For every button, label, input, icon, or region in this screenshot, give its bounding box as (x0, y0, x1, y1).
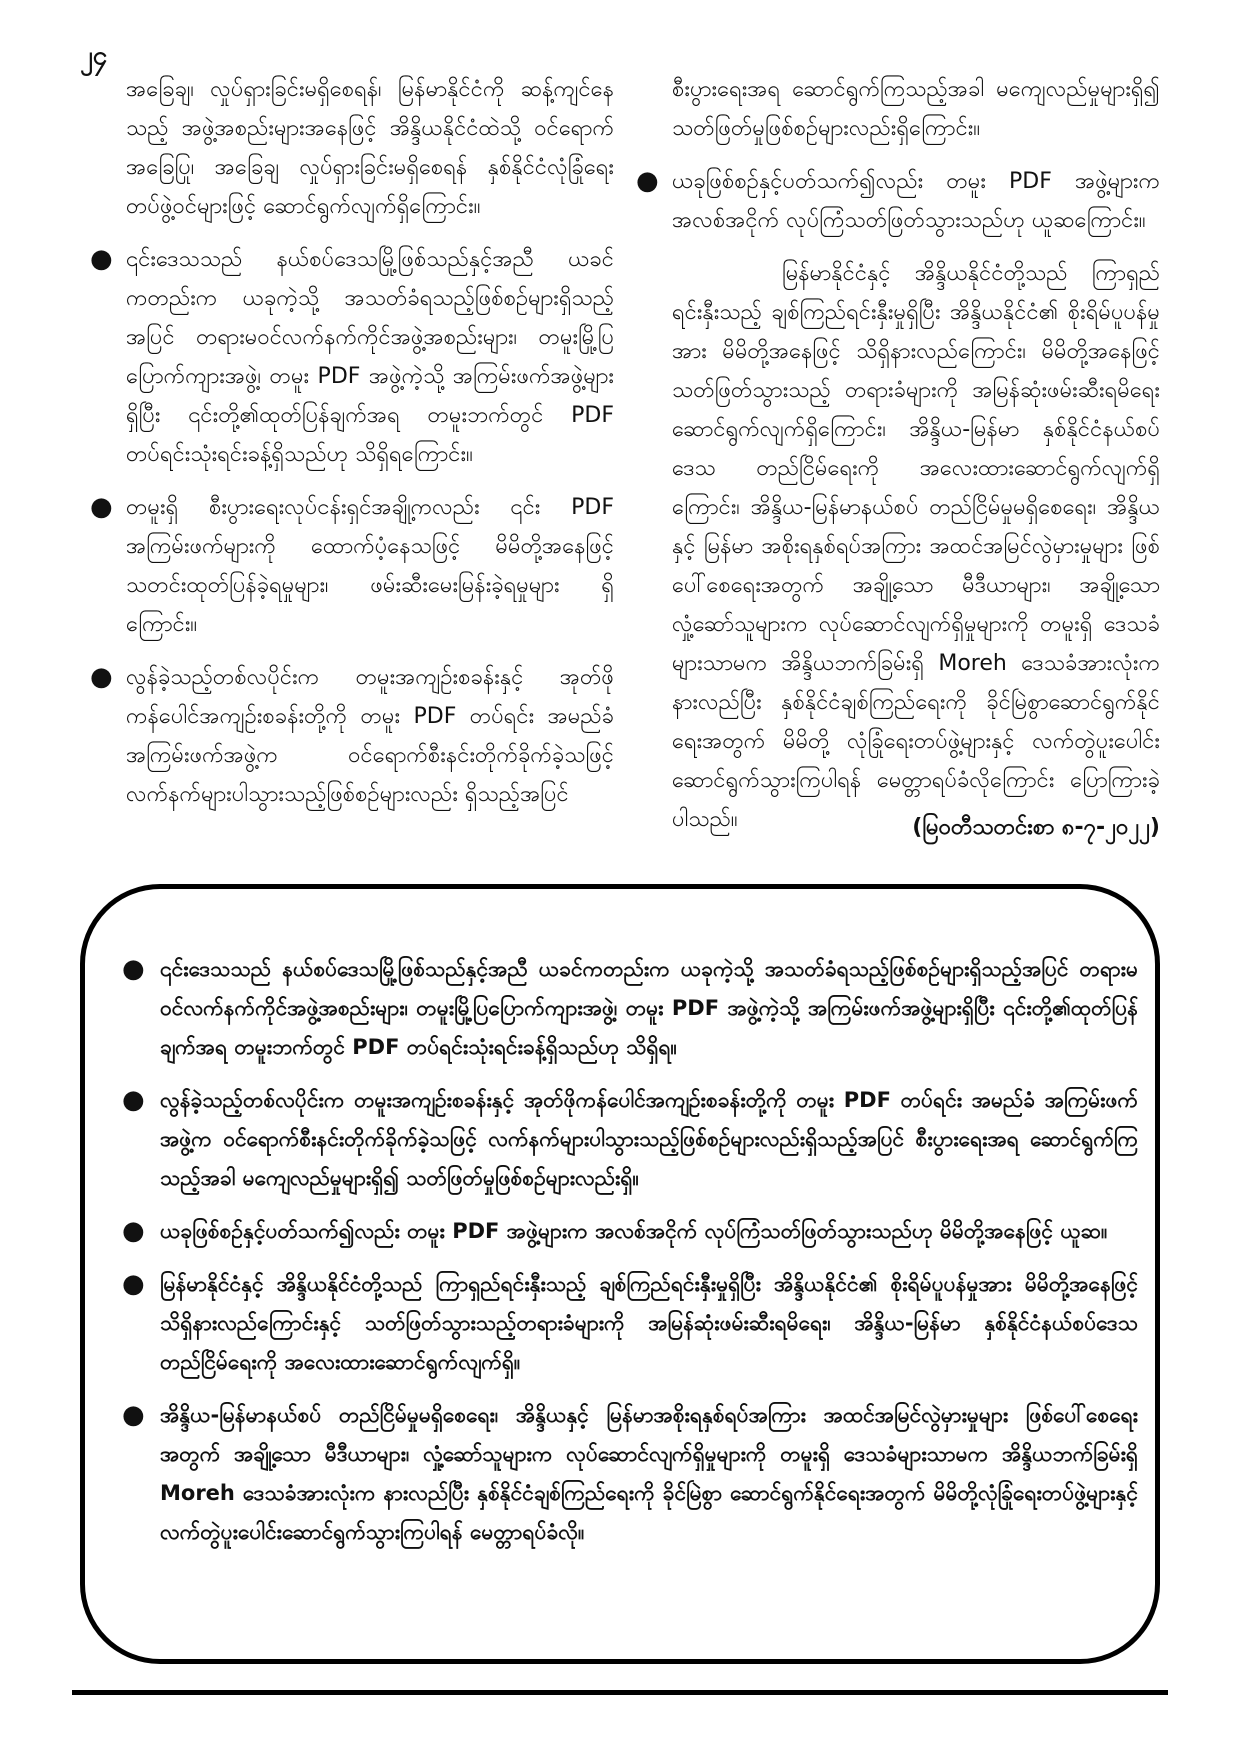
summary-list (118, 950, 1138, 1566)
summary-item (118, 1212, 1138, 1251)
list-item-text: တမူးရှိ စီးပွားရေးလုပ်ငန်းရှင်အချို့ကလည်း ၎င်း PDF အကြမ်းဖက်များကို ထောက်ပံ့နေသဖြင့် မိမိတို့အနေဖြင့် သတင်းထုတ်ပြန်ခဲ့ရမှုများ၊ ဖမ်းဆီးမေးမြန်းခဲ့ရမှုများ ရှိကြောင်း။ (126, 495, 614, 637)
bullet-icon: ● (636, 166, 659, 196)
list-item (630, 162, 1160, 240)
page-number: ၂၄ (80, 41, 108, 71)
source-citation: (မြဝတီသတင်းစာ ၈-၇-၂၀၂၂) (912, 815, 1160, 840)
summary-item-text: အိန္ဒိယ-မြန်မာနယ်စပ် တည်ငြိမ်မှုမရှိစေရေး၊ အိန္ဒိယနှင့် မြန်မာအစိုးရနှစ်ရပ်အကြား အထင်အမြင်လွဲမှားမှုများ ဖြစ်ပေါ်စေရေးအတွက် အချို့သော မီဒီယာများ၊ လှုံ့ဆော်သူများက လုပ်ဆောင်လျက်ရှိမှုများကို တမူးရှိ ဒေသခံများသာမက အိန္ဒိယဘက်ခြမ်းရှိ Moreh ဒေသခံအားလုံးက နားလည်ပြီး နှစ်နိုင်ငံချစ်ကြည်ရေးကို ခိုင်မြဲစွာ ဆောင်ရွက်နိုင်ရေးအတွက် မိမိတို့လုံခြုံရေးတပ်ဖွဲ့များနှင့် လက်တွဲပူးပေါင်းဆောင်ရွက်သွားကြပါရန် မေတ္တာရပ်ခံလို။ (160, 1403, 1138, 1544)
summary-item-text: ယခုဖြစ်စဉ်နှင့်ပတ်သက်၍လည်း တမူး PDF အဖွဲ့များက အလစ်အငိုက် လုပ်ကြံသတ်ဖြတ်သွားသည်ဟု မိမိတို့အနေဖြင့် ယူဆ။ (160, 1219, 1108, 1243)
list-item (84, 488, 614, 644)
bottom-rule (72, 1690, 1168, 1695)
list-item-text: ၎င်းဒေသသည် နယ်စပ်ဒေသမြို့ဖြစ်သည်နှင့်အညီ ယခင်ကတည်းက ယခုကဲ့သို့ အသတ်ခံရသည့်ဖြစ်စဉ်များရှိသည့်အပြင် တရားမဝင်လက်နက်ကိုင်အဖွဲ့အစည်းများ၊ တမူးမြို့ပြပြောက်ကျားအဖွဲ့၊ တမူး PDF အဖွဲ့ကဲ့သို့ အကြမ်းဖက်အဖွဲ့များရှိပြီး ၎င်းတို့၏ထုတ်ပြန်ချက်အရ တမူးဘက်တွင် PDF တပ်ရင်းသုံးရင်းခန့်ရှိသည်ဟု သိရှိရကြောင်း။ (126, 247, 614, 467)
bullet-icon: ● (90, 244, 113, 274)
summary-item-text: လွန်ခဲ့သည့်တစ်လပိုင်းက တမူးအကျဉ်းစခန်းနှင့် အုတ်ဖိုကန်ပေါင်အကျဉ်းစခန်းတို့ကို တမူး PDF တပ်ရင်း အမည်ခံ အကြမ်းဖက်အဖွဲ့က ဝင်ရောက်စီးနင်းတိုက်ခိုက်ခဲ့သဖြင့် လက်နက်များပါသွားသည့်ဖြစ်စဉ်များလည်းရှိသည့်အပြင် စီးပွားရေးအရ ဆောင်ရွက်ကြသည့်အခါ မကျေလည်မှုများရှိ၍ သတ်ဖြတ်မှုဖြစ်စဉ်များလည်းရှိ။ (160, 1088, 1138, 1190)
list-item-text: လွန်ခဲ့သည့်တစ်လပိုင်းက တမူးအကျဉ်းစခန်းနှင့် အုတ်ဖိုကန်ပေါင်အကျဉ်းစခန်းတို့ကို တမူး PDF တပ်ရင်း အမည်ခံ အကြမ်းဖက်အဖွဲ့က ဝင်ရောက်စီးနင်းတိုက်ခိုက်ခဲ့သဖြင့် လက်နက်များပါသွားသည့်ဖြစ်စဉ်များလည်း ရှိသည့်အပြင် (126, 665, 614, 807)
bullet-icon: ● (122, 1400, 145, 1430)
closing-paragraph: မြန်မာနိုင်ငံနှင့် အိန္ဒိယနိုင်ငံတို့သည် ကြာရှည်ရင်းနှီးသည့် ချစ်ကြည်ရင်းနှီးမှုရှိပြီး အိန္ဒိယနိုင်ငံ၏ စိုးရိမ်ပူပန်မှုအား မိမိတို့အနေဖြင့် သိရှိနားလည်ကြောင်း၊ မိမိတို့အနေဖြင့် သတ်ဖြတ်သွားသည့် တရားခံများကို အမြန်ဆုံးဖမ်းဆီးရမိရေး ဆောင်ရွက်လျက်ရှိကြောင်း၊ အိန္ဒိယ-မြန်မာ နှစ်နိုင်ငံနယ်စပ်ဒေသ တည်ငြိမ်ရေးကို အလေးထားဆောင်ရွက်လျက်ရှိကြောင်း၊ အိန္ဒိယ-မြန်မာနယ်စပ် တည်ငြိမ်မှုမရှိစေရေး၊ အိန္ဒိယနှင့် မြန်မာ အစိုးရနှစ်ရပ်အကြား အထင်အမြင်လွဲမှားမှုများ ဖြစ်ပေါ်စေရေးအတွက် အချို့သော မီဒီယာများ၊ အချို့သော လှုံ့ဆော်သူများက လုပ်ဆောင်လျက်ရှိမှုများကို တမူးရှိ ဒေသခံများသာမက အိန္ဒိယဘက်ခြမ်းရှိ Moreh ဒေသခံအားလုံးက နားလည်ပြီး နှစ်နိုင်ငံချစ်ကြည်ရေးကို ခိုင်မြဲစွာဆောင်ရွက်နိုင်ရေးအတွက် မိမိတို့ လုံခြုံရေးတပ်ဖွဲ့များနှင့် လက်တွဲပူးပေါင်းဆောင်ရွက်သွားကြပါရန် မေတ္တာရပ်ခံလိုကြောင်း ပြောကြားခဲ့ပါသည်။ (672, 261, 1160, 832)
continuation-paragraph: စီးပွားရေးအရ ဆောင်ရွက်ကြသည့်အခါ မကျေလည်မှုများရှိ၍ သတ်ဖြတ်မှုဖြစ်စဉ်များလည်းရှိကြောင်း။ (672, 77, 1160, 141)
bullet-icon: ● (122, 1085, 145, 1115)
summary-item-text: မြန်မာနိုင်ငံနှင့် အိန္ဒိယနိုင်ငံတို့သည် ကြာရှည်ရင်းနှီးသည့် ချစ်ကြည်ရင်းနှီးမှုရှိပြီး အိန္ဒိယနိုင်ငံ၏ စိုးရိမ်ပူပန်မှုအား မိမိတို့အနေဖြင့် သိရှိနားလည်ကြောင်းနှင့် သတ်ဖြတ်သွားသည့်တရားခံများကို အမြန်ဆုံးဖမ်းဆီးရမိရေး၊ အိန္ဒိယ-မြန်မာ နှစ်နိုင်ငံနယ်စပ်ဒေသတည်ငြိမ်ရေးကို အလေးထားဆောင်ရွက်လျက်ရှိ။ (160, 1272, 1138, 1374)
summary-item (118, 1265, 1138, 1382)
right-column (630, 70, 1160, 853)
bullet-icon: ● (122, 954, 145, 984)
list-item-text: ယခုဖြစ်စဉ်နှင့်ပတ်သက်၍လည်း တမူး PDF အဖွဲ့များက အလစ်အငိုက် လုပ်ကြံသတ်ဖြတ်သွားသည်ဟု ယူဆကြောင်း။ (672, 169, 1160, 233)
list-item (84, 240, 614, 474)
summary-item-text: ၎င်းဒေသသည် နယ်စပ်ဒေသမြို့ဖြစ်သည်နှင့်အညီ ယခင်ကတည်းက ယခုကဲ့သို့ အသတ်ခံရသည့်ဖြစ်စဉ်များရှိသည့်အပြင် တရားမဝင်လက်နက်ကိုင်အဖွဲ့အစည်းများ၊ တမူးမြို့ပြပြောက်ကျားအဖွဲ့၊ တမူး PDF အဖွဲ့ကဲ့သို့ အကြမ်းဖက်အဖွဲ့များရှိပြီး ၎င်းတို့၏ထုတ်ပြန်ချက်အရ တမူးဘက်တွင် PDF တပ်ရင်းသုံးရင်းခန့်ရှိသည်ဟု သိရှိရ။ (160, 957, 1138, 1059)
intro-paragraph: အခြေချ၊ လှုပ်ရှားခြင်းမရှိစေရန်၊ မြန်မာနိုင်ငံကို ဆန့်ကျင်နေသည့် အဖွဲ့အစည်းများအနေဖြင့် အိန္ဒိယနိုင်ငံထဲသို့ ဝင်ရောက် အခြေပြု၊ အခြေချ လှုပ်ရှားခြင်းမရှိစေရန် နှစ်နိုင်ငံလုံခြုံရေးတပ်ဖွဲ့ဝင်များဖြင့် ဆောင်ရွက်လျက်ရှိကြောင်း။ (126, 77, 614, 219)
list-item (84, 658, 614, 814)
bullet-icon: ● (90, 662, 113, 692)
bullet-icon: ● (122, 1216, 145, 1246)
bullet-icon: ● (122, 1269, 145, 1299)
bullet-icon: ● (90, 492, 113, 522)
summary-item (118, 1396, 1138, 1552)
summary-item (118, 1081, 1138, 1198)
summary-item (118, 950, 1138, 1067)
left-column (84, 70, 614, 828)
